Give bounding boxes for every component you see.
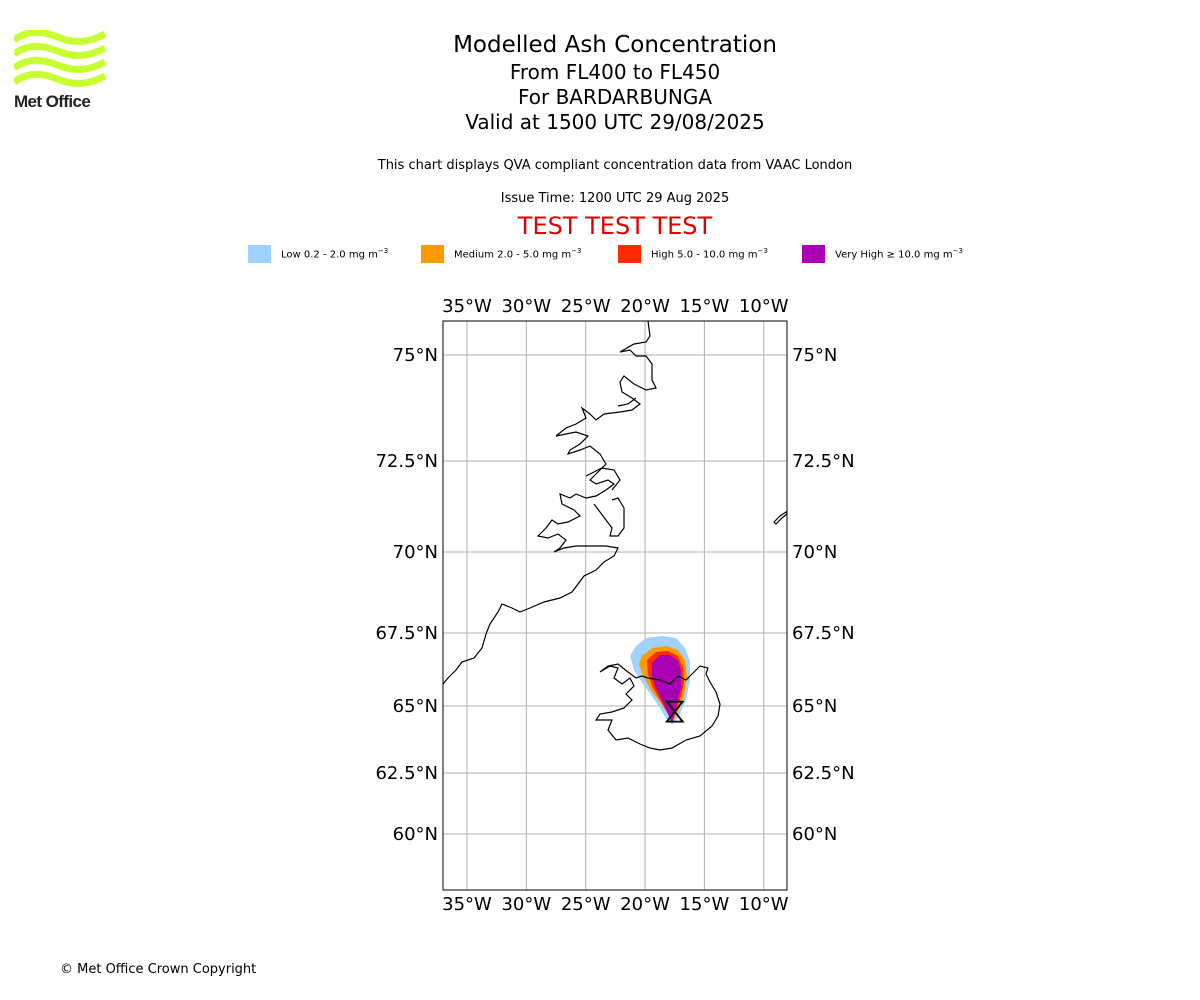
lat-tick-label-left: 75°N xyxy=(392,345,438,366)
test-banner: TEST TEST TEST xyxy=(517,212,713,240)
lon-tick-label-top: 35°W xyxy=(442,296,492,317)
lon-tick-label-bottom: 10°W xyxy=(738,894,789,915)
flight-level-range: From FL400 to FL450 xyxy=(509,60,721,84)
lat-tick-label-left: 65°N xyxy=(392,696,438,717)
lat-tick-label-left: 62.5°N xyxy=(375,763,438,784)
legend-label-low: Low 0.2 - 2.0 mg m xyxy=(281,249,378,261)
lat-tick-label-left: 72.5°N xyxy=(375,451,438,472)
lat-tick-label-right: 62.5°N xyxy=(792,763,855,784)
lat-tick-label-right: 70°N xyxy=(792,542,838,563)
lon-tick-label-top: 10°W xyxy=(738,296,789,317)
lat-tick-label-right: 65°N xyxy=(792,696,838,717)
lon-tick-label-top: 25°W xyxy=(560,296,611,317)
lon-tick-label-bottom: 25°W xyxy=(560,894,611,915)
map-background xyxy=(443,321,787,890)
legend-label-very-high: Very High ≥ 10.0 mg m xyxy=(835,249,953,261)
logo-text: Met Office xyxy=(14,92,91,111)
lat-tick-label-right: 75°N xyxy=(792,345,838,366)
legend-item-high: High 5.0 - 10.0 mg $m^{-3}$ xyxy=(618,244,768,263)
valid-time: Valid at 1500 UTC 29/08/2025 xyxy=(465,110,765,134)
lat-tick-label-right: 72.5°N xyxy=(792,451,855,472)
volcano-name: For BARDARBUNGA xyxy=(517,85,713,109)
issue-time: Issue Time: 1200 UTC 29 Aug 2025 xyxy=(500,191,730,206)
legend-item-very-high: Very High ≥ 10.0 mg $m^{-3}$ xyxy=(802,244,963,263)
lon-tick-label-bottom: 30°W xyxy=(501,894,552,915)
qva-note: This chart displays QVA compliant concentration data from VAAC London xyxy=(377,158,853,173)
lon-tick-label-top: 15°W xyxy=(679,296,730,317)
legend-label-high: High 5.0 - 10.0 mg m xyxy=(651,249,758,261)
lon-tick-label-top: 30°W xyxy=(501,296,552,317)
lat-tick-label-right: 60°N xyxy=(792,824,838,845)
lat-tick-label-left: 70°N xyxy=(392,542,438,563)
legend-item-medium: Medium 2.0 - 5.0 mg $m^{-3}$ xyxy=(421,244,581,263)
copyright: © Met Office Crown Copyright xyxy=(60,962,257,977)
lon-tick-label-bottom: 20°W xyxy=(620,894,670,915)
chart-title: Modelled Ash Concentration xyxy=(453,32,777,58)
legend-item-low: Low 0.2 - 2.0 mg $m^{-3}$ xyxy=(248,244,388,263)
lat-tick-label-left: 60°N xyxy=(392,824,438,845)
lat-tick-label-left: 67.5°N xyxy=(375,623,438,644)
lon-tick-label-bottom: 15°W xyxy=(679,894,730,915)
lon-tick-label-top: 20°W xyxy=(620,296,670,317)
lon-tick-label-bottom: 35°W xyxy=(442,894,492,915)
legend-label-medium: Medium 2.0 - 5.0 mg m xyxy=(454,249,572,261)
lat-tick-label-right: 67.5°N xyxy=(792,623,855,644)
